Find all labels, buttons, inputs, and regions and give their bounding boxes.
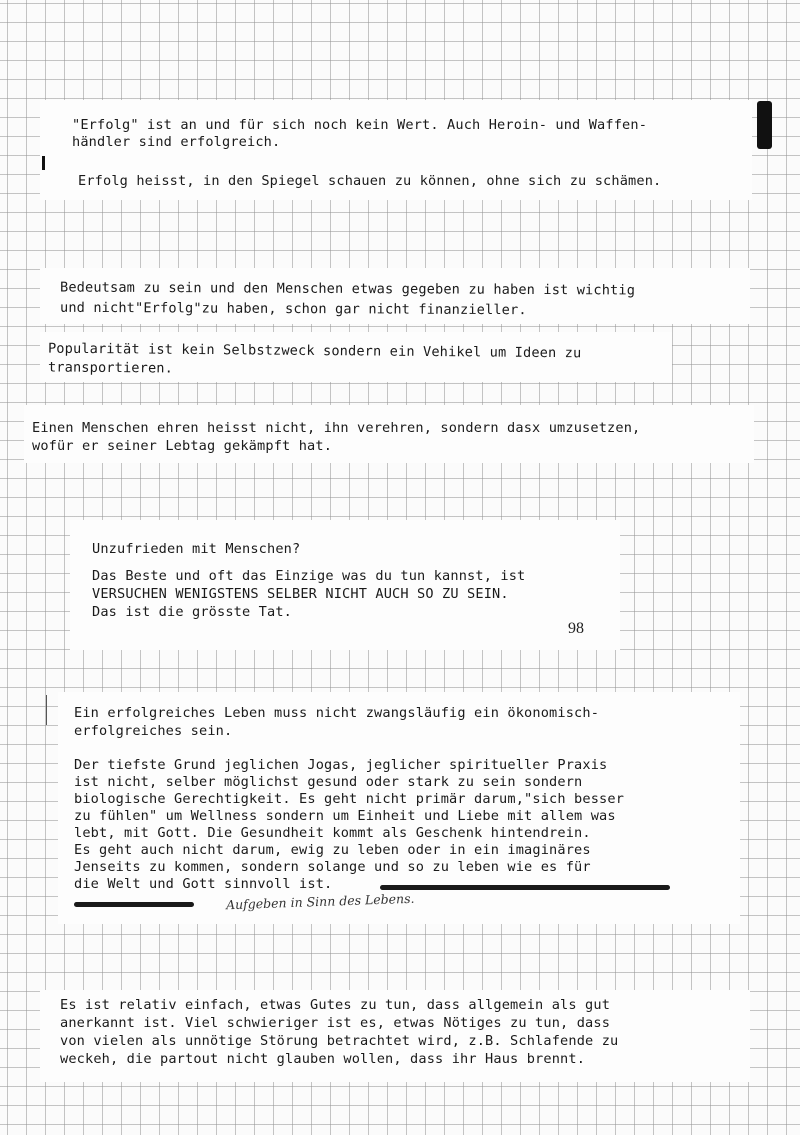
quote-line: Das ist die grösste Tat.	[92, 604, 293, 620]
quote-clipping-significance	[40, 268, 750, 324]
quote-clipping-success	[40, 100, 752, 200]
quote-line: Der tiefste Grund jeglichen Jogas, jeglicher spiritueller Praxis	[74, 757, 608, 773]
quote-clipping-yoga	[58, 692, 740, 924]
ink-blot	[757, 101, 772, 149]
quote-line: die Welt und Gott sinnvoll ist.	[74, 876, 333, 892]
quote-line: Jenseits zu kommen, sondern solange und so zu leben wie es für	[74, 859, 591, 875]
quote-line: händler sind erfolgreich.	[72, 134, 281, 150]
quote-clipping-dissatisfied	[70, 520, 620, 650]
quote-line: transportieren.	[47, 359, 174, 377]
quote-line: Es ist relativ einfach, etwas Gutes zu tun, dass allgemein als gut	[60, 997, 611, 1013]
quote-line: "Erfolg" ist an und für sich noch kein Wert. Auch Heroin- und Waffen-	[72, 117, 648, 133]
strikethrough-mark	[380, 885, 670, 890]
quote-line: und nicht"Erfolg"zu haben, schon gar nicht finanzieller.	[59, 299, 527, 319]
handwritten-note: Aufgeben in Sinn des Lebens.	[225, 890, 415, 913]
pencil-mark	[46, 695, 47, 725]
quote-line: anerkannt ist. Viel schwieriger ist es, etwas Nötiges zu tun, dass	[60, 1015, 611, 1031]
ink-mark	[42, 156, 45, 170]
quote-line: lebt, mit Gott. Die Gesundheit kommt als Geschenk hintendrein.	[74, 825, 591, 841]
quote-line: Unzufrieden mit Menschen?	[92, 541, 301, 557]
quote-line: von vielen als unnötige Störung betrachtet wird, z.B. Schlafende zu	[60, 1033, 619, 1049]
quote-line: Popularität ist kein Selbstzweck sondern ein Vehikel um Ideen zu	[47, 340, 582, 362]
strikethrough-mark	[74, 902, 194, 907]
quote-clipping-necessary	[40, 990, 750, 1082]
quote-line: wofür er seiner Lebtag gekämpft hat.	[32, 438, 333, 454]
quote-line: biologische Gerechtigkeit. Es geht nicht primär darum,"sich besser	[74, 791, 625, 807]
quote-line: Es geht auch nicht darum, ewig zu leben oder in ein imaginäres	[74, 842, 591, 858]
quote-line: ist nicht, selber möglichst gesund oder stark zu sein sondern	[74, 774, 583, 790]
quote-line: Das Beste und oft das Einzige was du tun kannst, ist	[92, 568, 526, 584]
page-number: 98	[568, 620, 584, 637]
quote-line: erfolgreiches sein.	[74, 723, 233, 739]
quote-clipping-honor	[24, 405, 754, 463]
quote-line: Bedeutsam zu sein und den Menschen etwas gegeben zu haben ist wichtig	[59, 279, 636, 299]
quote-line: Ein erfolgreiches Leben muss nicht zwangsläufig ein ökonomisch-	[74, 705, 600, 721]
quote-clipping-popularity	[40, 332, 672, 382]
quote-line: zu fühlen" um Wellness sondern um Einheit und Liebe mit allem was	[74, 808, 616, 824]
quote-line: weckeh, die partout nicht glauben wollen, dass ihr Haus brennt.	[60, 1051, 586, 1067]
quote-line: VERSUCHEN WENIGSTENS SELBER NICHT AUCH SO ZU SEIN.	[92, 586, 509, 602]
quote-line: Erfolg heisst, in den Spiegel schauen zu können, ohne sich zu schämen.	[78, 173, 662, 189]
quote-line: Einen Menschen ehren heisst nicht, ihn verehren, sondern dasx umzusetzen,	[32, 420, 641, 436]
